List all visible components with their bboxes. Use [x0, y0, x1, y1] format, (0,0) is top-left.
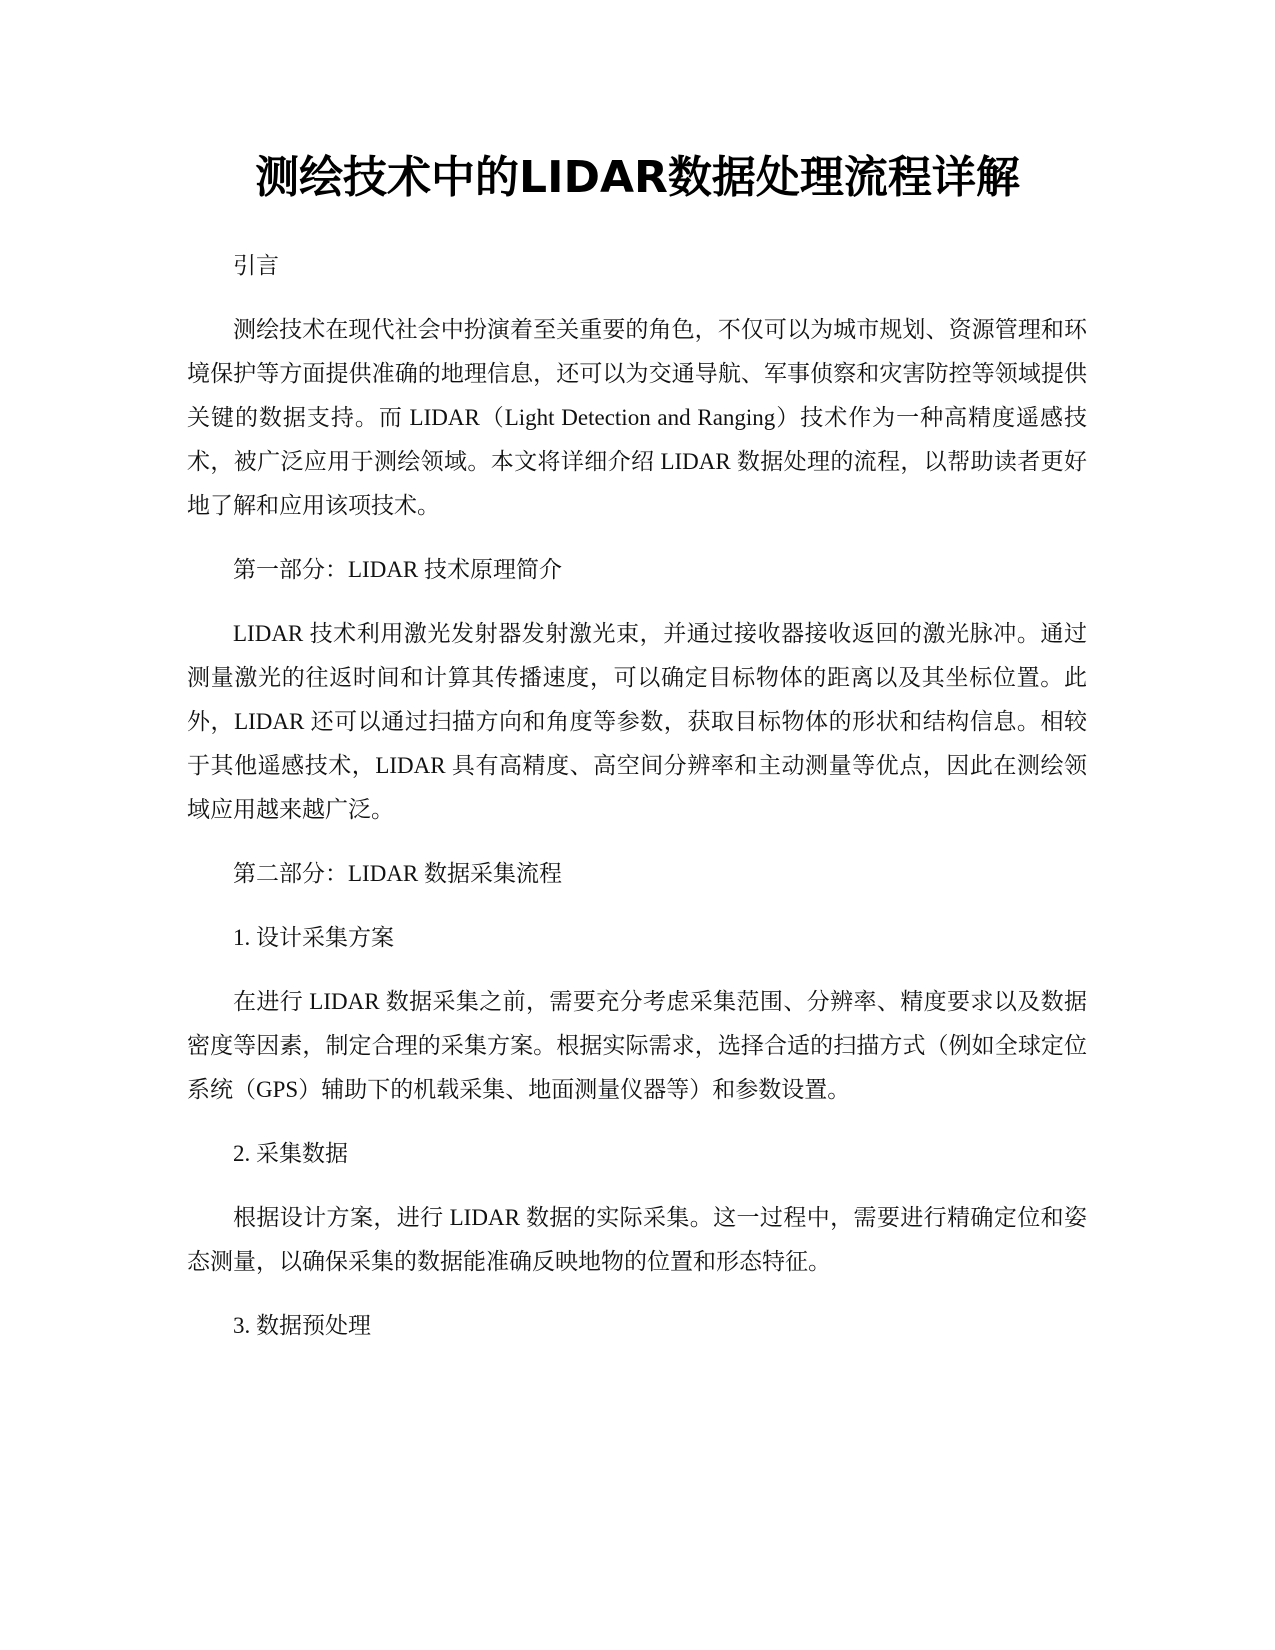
paragraph-intro: 测绘技术在现代社会中扮演着至关重要的角色，不仅可以为城市规划、资源管理和环境保护等方面提供准确的地理信息，还可以为交通导航、军事侦察和灾害防控等领域提供关键的数据支持。而 LIDAR（Light Detection and Ranging）技术作为一种高精度遥感技术，被广泛应用于测绘领域。本文将详细介绍 LIDAR 数据处理的流程，以帮助读者更好地了解和应用该项技术。	[187, 317, 1087, 518]
section-heading-intro: 引言	[233, 253, 279, 278]
paragraph-collect-data: 根据设计方案，进行 LIDAR 数据的实际采集。这一过程中，需要进行精确定位和姿态测量，以确保采集的数据能准确反映地物的位置和形态特征。	[187, 1205, 1087, 1274]
document-body	[187, 244, 1087, 1368]
paragraph-part1: LIDAR 技术利用激光发射器发射激光束，并通过接收器接收返回的激光脉冲。通过测量激光的往返时间和计算其传播速度，可以确定目标物体的距离以及其坐标位置。此外，LIDAR 还可以通过扫描方向和角度等参数，获取目标物体的形状和结构信息。相较于其他遥感技术，LIDAR 具有高精度、高空间分辨率和主动测量等优点，因此在测绘领域应用越来越广泛。	[187, 621, 1087, 822]
document-title: 测绘技术中的LIDAR数据处理流程详解	[255, 152, 1020, 203]
section-heading-part1: 第一部分：LIDAR 技术原理简介	[233, 557, 563, 582]
paragraph-design-plan: 在进行 LIDAR 数据采集之前，需要充分考虑采集范围、分辨率、精度要求以及数据密度等因素，制定合理的采集方案。根据实际需求，选择合适的扫描方式（例如全球定位系统（GPS）辅助下的机载采集、地面测量仪器等）和参数设置。	[187, 989, 1087, 1102]
subheading-design-plan: 1. 设计采集方案	[233, 925, 394, 950]
section-heading-part2: 第二部分：LIDAR 数据采集流程	[233, 861, 563, 886]
subheading-preprocessing: 3. 数据预处理	[233, 1313, 371, 1338]
subheading-collect-data: 2. 采集数据	[233, 1141, 348, 1166]
